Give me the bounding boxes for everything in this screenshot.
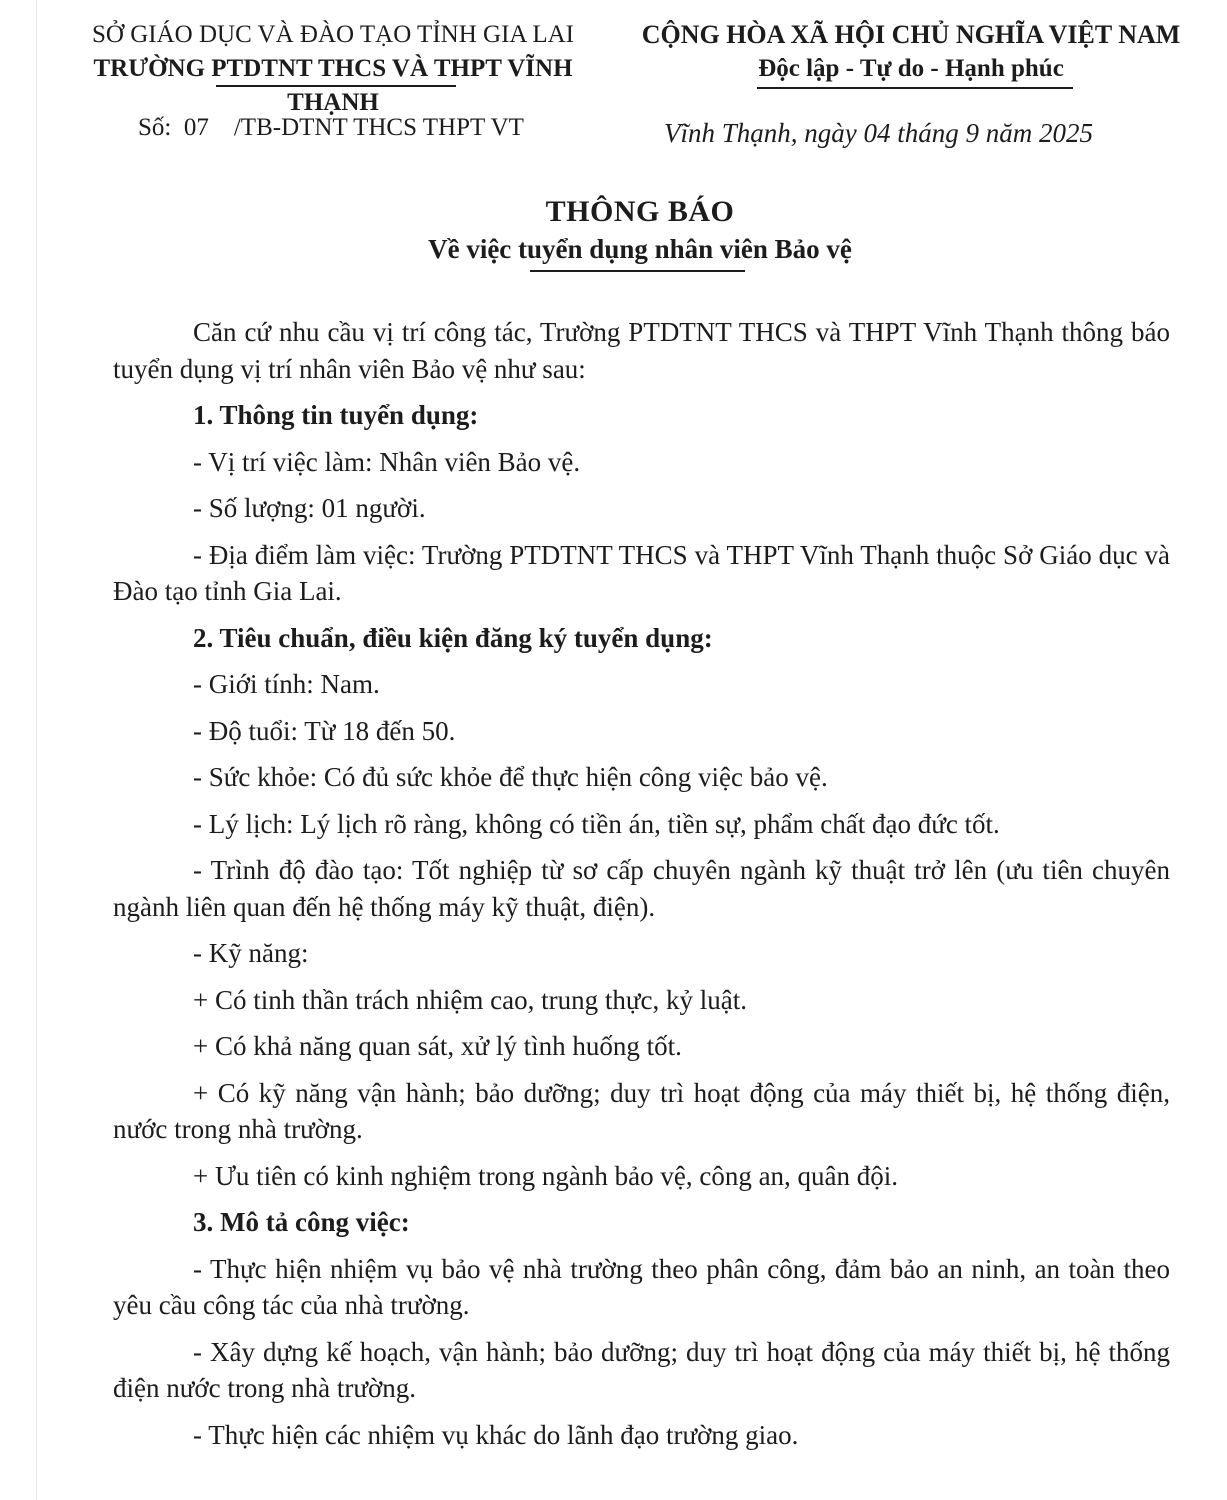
school-underline [216, 85, 456, 87]
list-item: - Trình độ đào tạo: Tốt nghiệp từ sơ cấp chuyên ngành kỹ thuật trở lên (ưu tiên chuyên ngành liên quan đến hệ thống máy kỹ thuật, điện). [113, 855, 1170, 922]
list-item: - Độ tuổi: Từ 18 đến 50. [193, 715, 456, 746]
section-heading: 3. Mô tả công việc: [193, 1207, 410, 1237]
issuer-block [50, 18, 616, 120]
country-name: CỘNG HÒA XÃ HỘI CHỦ NGHĨA VIỆT NAM [641, 20, 1181, 49]
motto-underline [757, 87, 1073, 89]
list-item: + Có tinh thần trách nhiệm cao, trung thực, kỷ luật. [193, 984, 747, 1015]
intro-paragraph: Căn cứ nhu cầu vị trí công tác, Trường PTDTNT THCS và THPT Vĩnh Thạnh thông báo tuyển dụng vị trí nhân viên Bảo vệ như sau: [113, 317, 1170, 384]
list-item: - Địa điểm làm việc: Trường PTDTNT THCS và THPT Vĩnh Thạnh thuộc Sở Giáo dục và Đào tạo tỉnh Gia Lai. [113, 539, 1170, 606]
list-item: + Có kỹ năng vận hành; bảo dưỡng; duy trì hoạt động của máy thiết bị, hệ thống điện, nước trong nhà trường. [113, 1077, 1170, 1144]
section-heading: 1. Thông tin tuyển dụng: [193, 400, 479, 430]
school-name: TRƯỜNG PTDTNT THCS VÀ THPT VĨNH THẠNH [93, 55, 573, 116]
list-item: - Lý lịch: Lý lịch rõ ràng, không có tiền án, tiền sự, phẩm chất đạo đức tốt. [193, 808, 1000, 839]
list-item: - Thực hiện nhiệm vụ bảo vệ nhà trường theo phân công, đảm bảo an ninh, an toàn theo yêu cầu công tác của nhà trường. [113, 1253, 1170, 1320]
list-item: - Xây dựng kế hoạch, vận hành; bảo dưỡng; duy trì hoạt động của máy thiết bị, hệ thống điện nước trong nhà trường. [113, 1336, 1170, 1403]
document-body [113, 314, 1170, 1453]
list-item: - Số lượng: 01 người. [193, 493, 426, 523]
list-item: + Ưu tiên có kinh nghiệm trong ngành bảo vệ, công an, quân đội. [193, 1160, 899, 1191]
list-item: - Sức khỏe: Có đủ sức khỏe để thực hiện công việc bảo vệ. [193, 762, 828, 792]
subtitle-underline [530, 270, 745, 272]
date-line: Vĩnh Thạnh, ngày 04 tháng 9 năm 2025 [664, 118, 1093, 148]
department-name: SỞ GIÁO DỤC VÀ ĐÀO TẠO TỈNH GIA LAI [92, 21, 574, 48]
list-item: + Có khả năng quan sát, xử lý tình huống tốt. [193, 1031, 682, 1061]
document-title: THÔNG BÁO [545, 195, 735, 228]
list-item: - Thực hiện các nhiệm vụ khác do lãnh đạo trường giao. [193, 1419, 799, 1450]
list-item: - Kỹ năng: [193, 938, 309, 968]
section-heading: 2. Tiêu chuẩn, điều kiện đăng ký tuyển dụng: [193, 622, 713, 653]
national-motto: Độc lập - Tự do - Hạnh phúc [758, 55, 1064, 82]
document-number: Số: 07 /TB-DTNT THCS THPT VT [138, 114, 524, 141]
list-item: - Giới tính: Nam. [193, 669, 380, 699]
national-block [628, 18, 1194, 86]
list-item: - Vị trí việc làm: Nhân viên Bảo vệ. [193, 446, 581, 477]
document-subtitle: Về việc tuyển dụng nhân viên Bảo vệ [428, 234, 852, 264]
